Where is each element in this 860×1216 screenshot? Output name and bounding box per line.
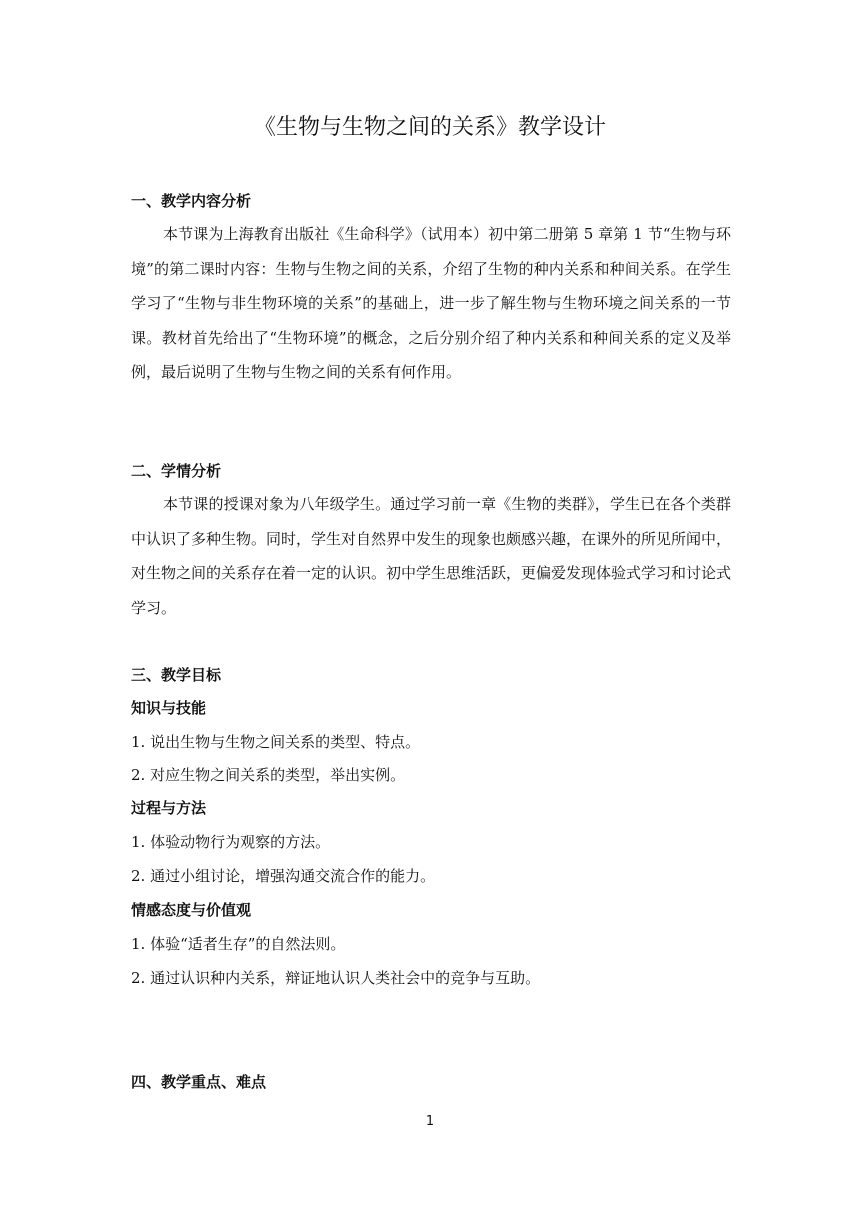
learner-analysis-paragraph: 本节课的授课对象为八年级学生。通过学习前一章《生物的类群》，学生已在各个类群中认识了多种生物。同时，学生对自然界中发生的现象也颇感兴趣，在课外的所见所闻中，对生物之间的关系存在着一定的认识。初中学生思维活跃，更偏爱发现体验式学习和讨论式学习。: [131, 495, 732, 617]
content-analysis-paragraph: 本节课为上海教育出版社《生命科学》（试用本）初中第二册第 5 章第 1 节“生物与环境”的第二课时内容：生物与生物之间的关系，介绍了生物的种内关系和种间关系。在学生学习了“生物与非生物环境的关系”的基础上，进一步了解生物与生物环境之间关系的一节课。教材首先给出了“生物环境”的概念，之后分别介绍了种内关系和种间关系的定义及举例，最后说明了生物与生物之间的关系有何作用。: [131, 225, 731, 381]
objective-item: 2. 对应生物之间关系的类型，举出实例。: [131, 766, 406, 784]
section-heading-objectives: 三、教学目标: [131, 666, 222, 684]
objective-item: 2. 通过认识种内关系，辩证地认识人类社会中的竞争与互助。: [131, 969, 541, 987]
objective-item: 1. 说出生物与生物之间关系的类型、特点。: [131, 733, 421, 751]
objective-item: 1. 体验“适者生存”的自然法则。: [131, 935, 346, 953]
document-title: 《生物与生物之间的关系》教学设计: [253, 115, 606, 140]
section-heading-learner-analysis: 二、学情分析: [131, 462, 222, 480]
subheading-process-methods: 过程与方法: [131, 799, 207, 817]
section-heading-content-analysis: 一、教学内容分析: [131, 192, 252, 210]
section-heading-key-points: 四、教学重点、难点: [131, 1073, 267, 1091]
subheading-knowledge-skills: 知识与技能: [131, 699, 207, 717]
objective-item: 2. 通过小组讨论，增强沟通交流合作的能力。: [131, 867, 436, 885]
page-number: 1: [425, 1114, 435, 1129]
objective-item: 1. 体验动物行为观察的方法。: [131, 833, 331, 851]
subheading-attitudes-values: 情感态度与价值观: [131, 901, 252, 919]
